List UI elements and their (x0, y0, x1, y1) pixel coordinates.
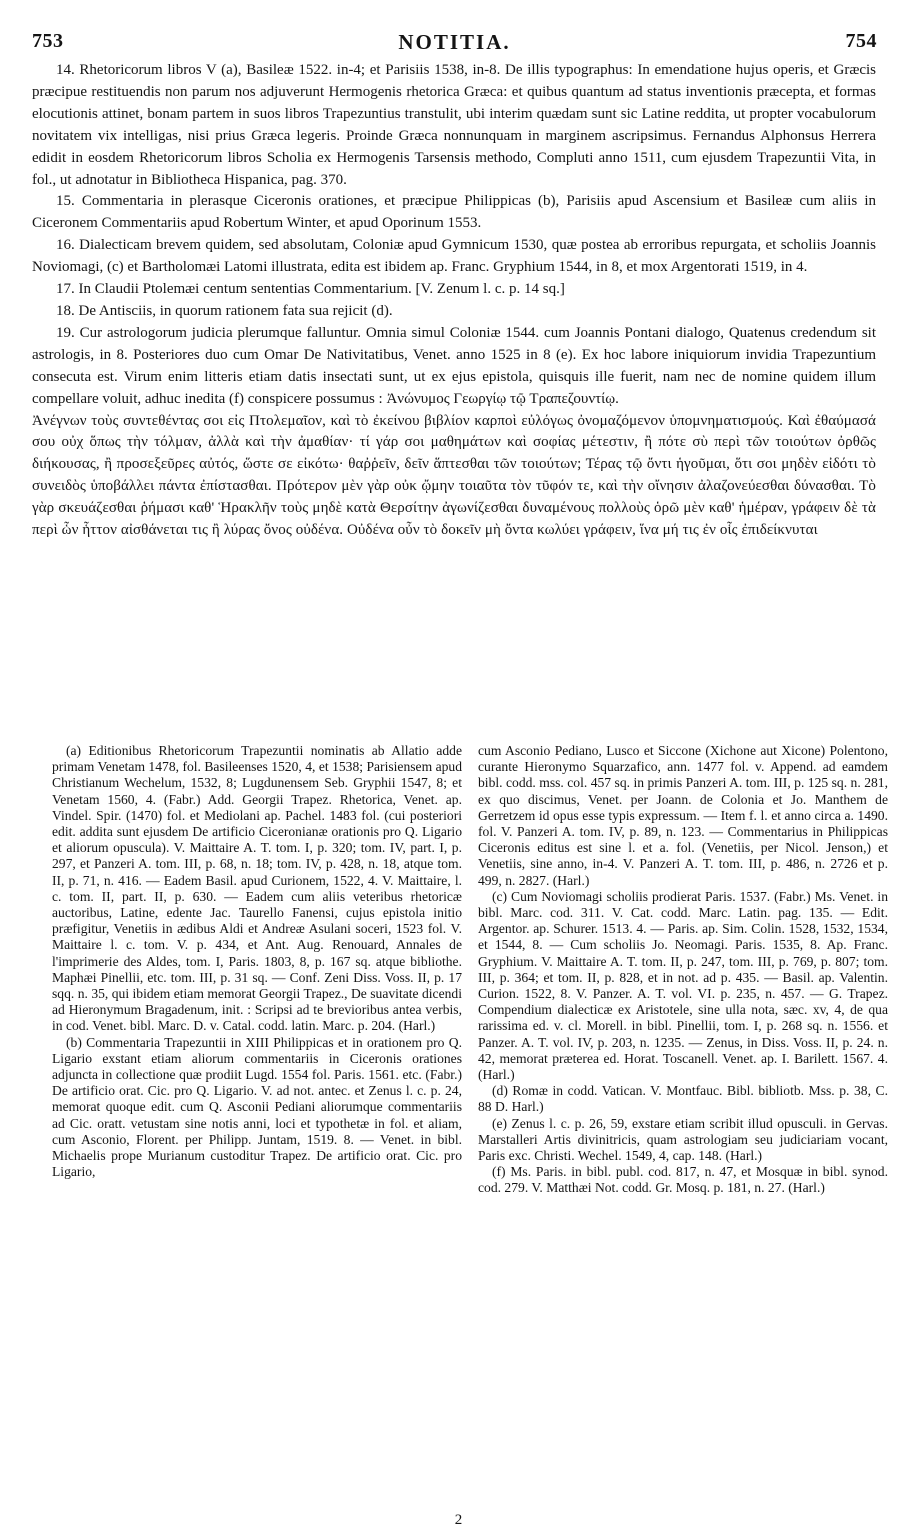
greek-letter-text: Ἀνέγνων τοὺς συντεθέντας σοι εἰς Πτολεμαῖον, καὶ τὸ ἐκείνου βιβλίον καρποὶ εὐλόγως ὀνομαζόμενον ὑπομνηματισμούς. Καὶ ἐθαύμασά σου οὐχ ὅπως τὴν τόλμαν, ἀλλὰ καὶ τὴν ἀμαθίαν· τί γάρ σοι μαθημάτων καὶ σοφίας μέτεστιν, ἢ πότε σὺ περὶ τῶν τοιούτων ὀρθῶς διήκουσας, ἢ προσεξεῦρες αὐτός, ὥστε σε εἰκότω· θαῤῥεῖν, δεῖν ἅπτεσθαι τῶν τοιούτων; Τέρας τῷ ὄντι ἡγοῦμαι, ὅτι σοι μηδὲν εἰδότι τὸ συνειδὸς ὑποβάλλει πάντα ἐπίστασθαι. Πρότερον μὲν γὰρ οὐκ ᾤμην τοιαῦτα τὸν τῦφόν τε, καὶ τὴν οἴνησιν ἀλαζονεύεσθαι δύνασθαι. Τὸ γὰρ σκευάζεσθαι ῥήμασι καθ' Ἡρακλῆν τοὺς μηδὲ κατὰ Θερσίτην ἀγωνίζεσθαι δυναμένους πολλοὺς ὁρῶ μὲν καθ' ἡμέραν, γράφειν δὲ τὰ περὶ ὧν ἧττον αἰσθάνεται τις ἢ λύρας ὄνος οὐδένα. Οὐδένα οὖν τὸ δοκεῖν μὴ ὄντα κωλύει γράφειν, ἵνα μή τις ἐν οἷς ἐπιδείκνυται (32, 412, 876, 539)
footnote-b-continued: cum Asconio Pediano, Lusco et Siccone (Xichone aut Xicone) Polentono, curante Hieronymo Squarzafico, ann. 1477 fol. v. Append. ad eamdem bibl. codd. mss. col. 457 sq. in primis Panzeri A. tom. III, p. 125 sq. n. 281, ex quo discimus, Venet. per Joann. de Colonia et Jo. Manthem de Gerretzem id opus esse typis expressum. — Item f. l. et anno circa a. 1490. fol. V. Panzeri A. tom. IV, p. 89, n. 123. — Commentarius in Philippicas Ciceronis editus est sine l. et a. fol. (Venetiis, per Nicol. Jenson,) et Venetiis, sine anno, in-4. V. Panzeri A. T. tom. III, p. 486, n. 2726 et p. 499, n. 2827. (Harl.) (478, 743, 888, 888)
entry-17: 17. In Claudii Ptolemæi centum sententias Commentarium. [V. Zenum l. c. p. 14 sq.] (56, 281, 565, 298)
footnotes (52, 743, 888, 1503)
footnote-c: (c) Cum Noviomagi scholiis prodierat Paris. 1537. (Fabr.) Ms. Venet. in bibl. Marc. cod. 311. V. Cat. codd. Marc. Latin. pag. 135. — Edit. Argentor. ap. Schurer. 1513. 4. — Paris. ap. Sim. Colin. 1528, 1532, 1534, et 1544, 8. — Cum scholiis Jo. Neomagi. Paris. 1535, 8. Ap. Franc. Gryphium. V. Maittaire A. T. tom. II, p. 247, tom. III, p. 769, p. 807; tom. III, p. 364; et tom. II, p. 828, et in not. ad p. 435. — Basil. ap. Valentin. Curion. 1522, 8. V. Panzer. A. T. vol. VI. p. 235, n. 457. — G. Trapez. Compendium dialecticæ ex Aristotele, sine ulla nota, sæc. xv, 4, de qua rarissima ed. v. cl. Morell. in bibl. Pinellii, tom. I, p. 268 sq. n. 1556. et Panzer. A. T. vol. IV, p. 203, n. 1235. — Zenus, in Diss. Voss. II, p. 24. n. 42, memorat præterea ed. Horat. Toscanell. Venet. ap. I. Barilett. 1567. 4. (Harl.) (478, 888, 888, 1083)
page-number-left: 753 (32, 30, 64, 52)
running-header (32, 30, 877, 58)
signature-mark: 2 (454, 1512, 463, 1528)
running-title: NOTITIA. (398, 30, 511, 54)
entry-14: 14. Rhetoricorum libros V (a), Basileæ 1522. in-4; et Parisiis 1538, in-8. De illis typographus: In emendatione hujus operis, et Græcis præcipue restituendis non parum nos adjuverunt Hermogenis rhetorica Græca: et quibus quantum ad status inventionis præcepta, et formas elocutionis attinet, bonam partem in suos libros Trapezuntius transtulit, ubi interim quædam sunt sic Latine reddita, ut propter vocabulorum novitatem vix intelligas, nisi prius Græca legeris. Proinde Græca nonnunquam in marginem ascripsimus. Fernandus Alphonsus Herrera edidit in eosdem Rhetoricorum libros Scholia ex Hermogenis Tarsensis methodo, Compluti anno 1511, cum ejusdem Trapezuntii Vita, in fol., ut adnotatur in Bibliotheca Hispanica, pag. 370. (32, 62, 876, 188)
footnote-a: (a) Editionibus Rhetoricorum Trapezuntii nominatis ab Allatio adde primam Venetam 1478, fol. Basileenses 1520, 4, et 1538; Parisiensem apud Christianum Wechelum, 1532, 8; Lugdunensem Seb. Gryphii 1547, 8; et Venetam 1560, 4. (Fabr.) Add. Georgii Trapez. Rhetorica, Venet. ap. Vindel. Spir. (1470) fol. et Mediolani ap. Pachel. 1483 fol. (cui posteriori edit. addita sunt ejusdem De artificio Ciceronianæ orationis pro Q. Ligario et aliorum opuscula). V. Maittaire A. T. tom. I, p. 320; tom. IV, part. I, p. 297, et Panzeri A. tom. III, p. 68, n. 18; tom. IV, p. 428, n. 18, atque tom. II, p. 71, n. 416. — Eadem Basil. apud Curionem, 1522, 4. V. Maittaire, l. c. tom. II, part. II, p. 630. — Eadem cum aliis veteribus rhetoricæ auctoribus, Latine, edente Jac. Taurello Fanensi, cujus epistola initio præfigitur, Venetiis in ædibus Aldi et Andreæ Asulani soceri, 1523 fol. V. Maittaire l. c. tom. V. p. 434, et Ant. Aug. Renouard, Annales de l'imprimerie des Aldes, tom. I, Paris. 1803, 8, p. 167 sq. atque bibliothe. Maphæi Pinellii, etc. tom. III, p. 31 sq. — Conf. Zeni Diss. Voss. II, p. 17 sqq. n. 35, qui ibidem etiam memorat Georgii Trapez., De suavitate dicendi ad Hieronymum Bragadenum, init. : Scripsi ad te brevioribus antea verbis, in cod. Venet. bibl. Marc. D. v. Catal. codd. latin. Marc. p. 204. (Harl.) (52, 743, 462, 1034)
footnotes-right-column (478, 743, 888, 1503)
entry-15: 15. Commentaria in plerasque Ciceronis orationes, et præcipue Philippicas (b), Parisiis apud Ascensium et Basileæ cum aliis in Ciceronem Commentariis apud Robertum Winter, et apud Oporinum 1553. (32, 193, 876, 232)
footnote-e: (e) Zenus l. c. p. 26, 59, exstare etiam scribit illud opusculi. in Gervas. Marstalleri Artis divinitricis, quam astrologiam seu judiciariam vocant, Paris exc. Christi. Wechel. 1549, 4, cap. 148. (Harl.) (478, 1115, 888, 1164)
footnote-b: (b) Commentaria Trapezuntii in XIII Philippicas et in orationem pro Q. Ligario exstant etiam aliorum commentariis in Ciceronis orationes adjuncta in collectione quæ prodiit Lugd. 1554 fol. Paris. 1561. etc. (Fabr.) De artificio orat. Cic. pro Q. Ligario. V. ad not. antec. et Zenus l. c. p. 24, memorat quoque edit. cum Q. Asconii Pediani aliorumque commentariis ad Cic. oratt. vetustam sine notis anni, loci et typothetæ in fol. et aliam, cum Asconio, Florent. per Philipp. Juntam, 1519. 8. — Venet. in bibl. Michaelis prope Murianum custoditur Trapez. De artificio orat. Cic. pro Ligario, (52, 1034, 462, 1180)
entry-19: 19. Cur astrologorum judicia plerumque falluntur. Omnia simul Coloniæ 1544. cum Joannis Pontani dialogo, Quatenus credendum sit astrologis, in 8. Posteriores duo cum Omar De Nativitatibus, Venet. anno 1525 in 8 (e). Ex hoc labore iniquiorum invidia Trapezuntium consecuta est. Virum enim litteris etiam datis insectati sunt, ut ex ejus epistola, quisquis ille fuerit, nam nec de nomine quidem illum compellare voluit, adhuc inedita (f) conspicere possumus : Ἀνώνυμος Γεωργίῳ τῷ Τραπεζουντίῳ. (32, 324, 876, 407)
footnote-d: (d) Romæ in codd. Vatican. V. Montfauc. Bibl. bibliotb. Mss. p. 38, C. 88 D. Harl.) (478, 1083, 888, 1115)
entry-18: 18. De Antisciis, in quorum rationem fata sua rejicit (d). (56, 302, 393, 319)
main-text (32, 60, 876, 542)
footnote-f: (f) Ms. Paris. in bibl. publ. cod. 817, n. 47, et Mosquæ in bibl. synod. cod. 279. V. Matthæi Not. codd. Gr. Mosq. p. 181, n. 27. (Harl.) (478, 1164, 888, 1196)
footnotes-left-column (52, 743, 462, 1503)
page-number-right: 754 (845, 30, 877, 52)
entry-16: 16. Dialecticam brevem quidem, sed absolutam, Coloniæ apud Gymnicum 1530, quæ postea ab erroribus repurgata, et scholiis Joannis Noviomagi, (c) et Bartholomæi Latomi illustrata, edita est ibidem ap. Franc. Gryphium 1544, in 8, et mox Argentorati 1519, in 4. (32, 237, 876, 276)
